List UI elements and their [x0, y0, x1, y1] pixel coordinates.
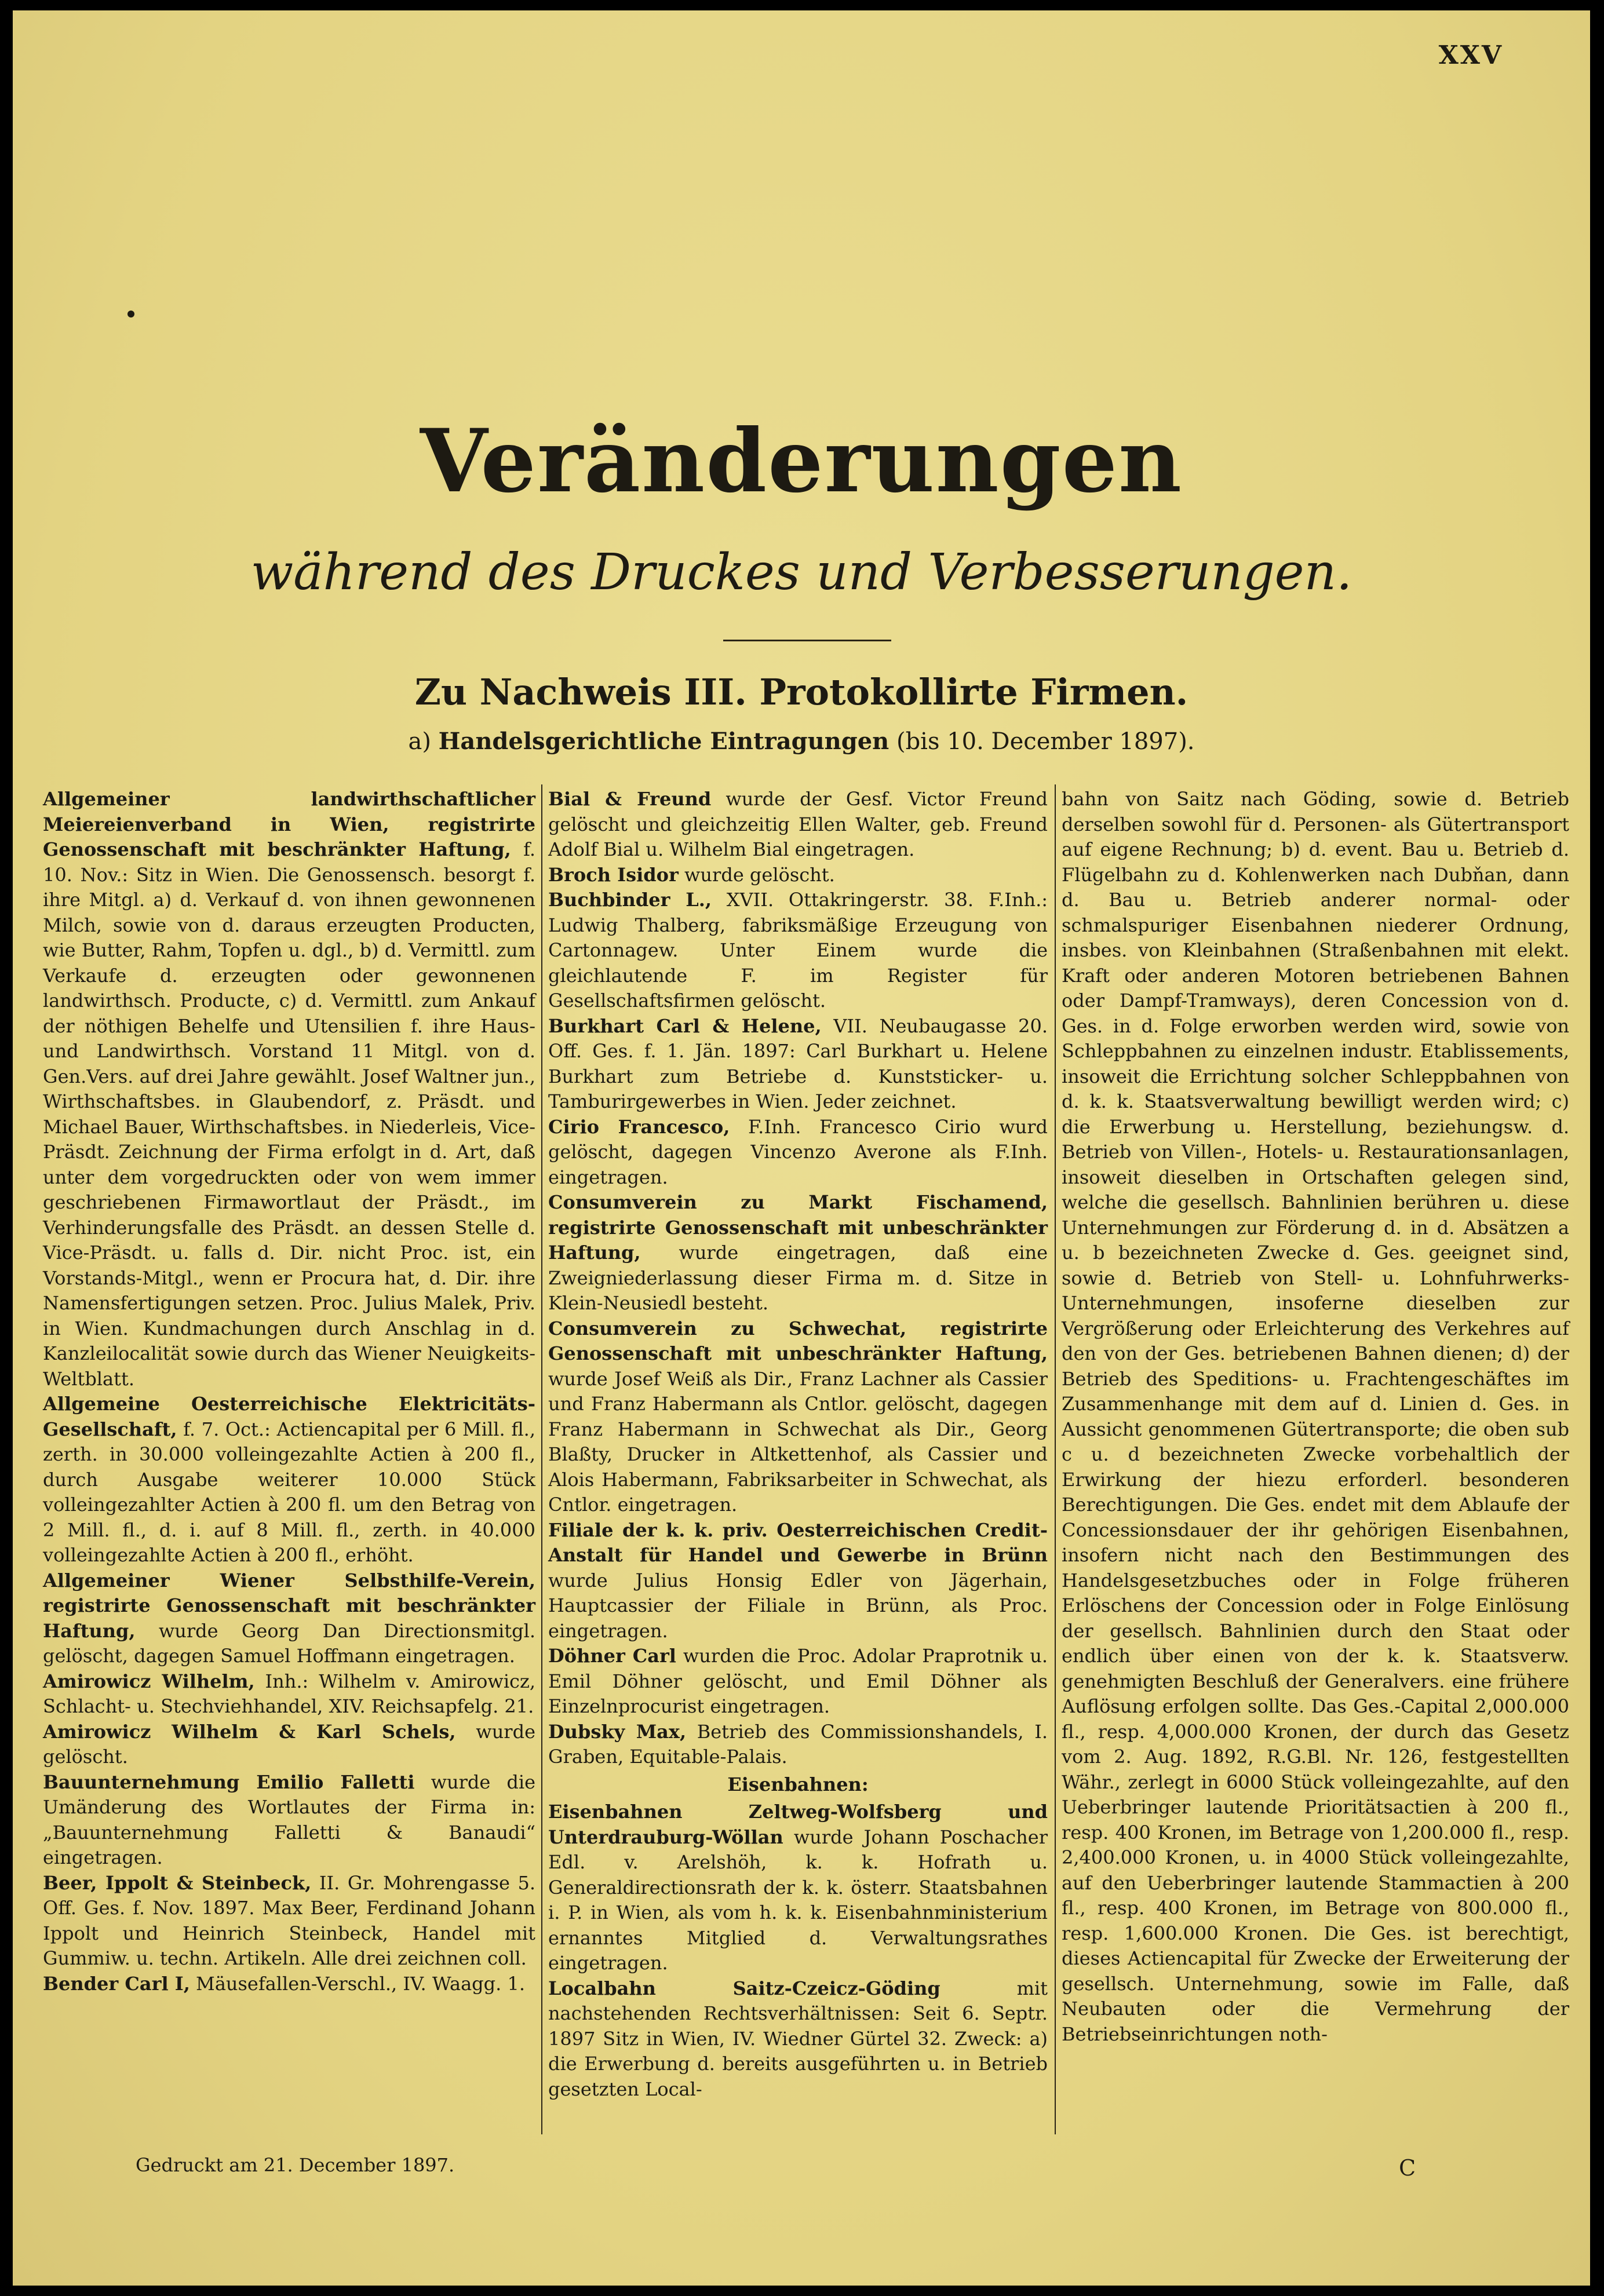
- register-entry: [548, 1976, 1048, 2102]
- page: [13, 10, 1590, 2286]
- register-entry: [548, 1518, 1048, 1644]
- entry-firm-name: Dubsky Max,: [548, 1720, 687, 1743]
- entry-text: wurde eingetragen, daß eine Zweigniederlassung dieser Firma m. d. Sitze in Klein-Neusiedl besteht.: [548, 1242, 1048, 1314]
- page-title: Veränderungen: [420, 410, 1183, 512]
- entry-text: II. Gr. Mohrengasse 5. Off. Ges. f. Nov. 1897. Max Beer, Ferdinand Johann Ippolt und Heinrich Steinbeck, Handel mit Gummiw. u. techn. Artikeln. Alle drei zeichnen coll.: [43, 1871, 536, 1969]
- entry-firm-name: Bauunternehmung Emilio Falletti: [43, 1771, 415, 1793]
- entry-text: F.Inh. Francesco Cirio wurd gelöscht, dagegen Vincenzo Averone als F.Inh. eingetragen.: [548, 1115, 1048, 1188]
- entry-text: bahn von Saitz nach Göding, sowie d. Betrieb derselben sowohl für d. Personen- als Gütertransport auf eigene Rechnung; b) d. event. Bau u. Betrieb d. Flügelbahn zu d. Kohlenwerken nach Dubňan, dann d. Bau u. Betrieb anderer normal- oder schmalspuriger Eisenbahnen niederer Ordnung, insbes. von Kleinbahnen (Straßenbahnen mit elekt. Kraft oder anderen Motoren betriebenen Bahnen oder Dampf-Tramways), deren Concession von d. Ges. in d. Folge erworben werden wird, sowie von Schleppbahnen zu einzelnen industr. Etablissements, insoweit die Errichtung solcher Schleppbahnen von d. k. k. Staatsverwaltung bewilligt werden wird; c) die Erwerbung u. Herstellung, beziehungsw. d. Betrieb von Villen-, Hotels- u. Restaurationsanlagen, insoweit dieselben in Ortschaften gelegen sind, welche die gesellsch. Bahnlinien berühren u. diese Unternehmungen zur Förderung d. in d. Absätzen a u. b bezeichneten Zwecke d. Ges. geeignet sind, sowie d. Betrieb von Stell- u. Lohnfuhrwerks-Unternehmungen, insoferne dieselben zur Vergrößerung oder Erleichterung des Verkehres auf den von der Ges. betriebenen Bahnen dienen; d) der Betrieb des Speditions- u. Frachtengeschäftes im Zusammenhange mit dem auf d. Linien d. Ges. in Aussicht genommenen Gütertransporte; die oben sub c u. d bezeichneten Zwecke vorbehaltlich der Erwirkung der hiezu erforderl. besonderen Berechtigungen. Die Ges. endet mit dem Ablaufe der Concessionsdauer der ihr gehörigen Eisenbahnen, insofern nicht nach den Bestimmungen des Handelsgesetzbuches oder in Folge früheren Erlöschens der Concession oder in Folge Einlösung der gesellsch. Bahnlinien durch den Staat oder endlich über einen von der k. k. Staatsverw. genehmigten Beschluß der Generalvers. eine frühere Auflösung erfolgen sollte. Das Ges.-Capital 2,000.000 fl., resp. 4,000.000 Kronen, der durch das Gesetz vom 2. Aug. 1892, R.G.Bl. Nr. 126, festgestellten Währ., zerlegt in 6000 Stück volleingezahlte, auf den Ueberbringer lautende Prioritätsactien à 200 fl., resp. 400 Kronen, im Betrage von 1,200.000 fl., resp. 2,400.000 Kronen, u. in 4000 Stück volleingezahlte, auf den Ueberbringer lautende Stammactien à 200 fl., resp. 400 Kronen, im Betrage von 800.000 fl., resp. 1,600.000 Kronen. Die Ges. ist berechtigt, dieses Actiencapital für Zwecke der Erweiterung der gesellsch. Unternehmung, sowie im Falle, daß Neubauten oder die Vermehrung der Betriebseinrichtungen noth-: [1062, 788, 1569, 2045]
- register-entry: [1062, 787, 1569, 2047]
- entry-text: f. 10. Nov.: Sitz in Wien. Die Genossensch. besorgt f. ihre Mitgl. a) d. Verkauf d. von ihnen gewonnenen Milch, sowie von d. daraus erzeugten Producten, wie Butter, Rahm, Topfen u. dgl., b) d. Vermittl. zum Verkaufe d. erzeugten oder gewonnenen landwirthsch. Producte, c) d. Vermittl. zum Ankauf der nöthigen Behelfe und Utensilien f. ihre Haus- und Landwirthsch. Vorstand 11 Mitgl. von d. Gen.Vers. auf drei Jahre gewählt. Josef Waltner jun., Wirthschaftsbes. in Glaubendorf, z. Präsdt. und Michael Bauer, Wirthschaftsbes. in Niederleis, Vice-Präsdt. Zeichnung der Firma erfolgt in d. Art, daß unter dem vorgedruckten oder von wem immer geschriebenen Firmawortlaut der Präsdt., im Verhinderungsfalle des Präsdt. an dessen Stelle d. Vice-Präsdt. u. falls d. Dir. nicht Proc. ist, ein Vorstands-Mitgl., wenn er Procura hat, d. Dir. ihre Namensfertigungen setzen. Proc. Julius Malek, Priv. in Wien. Kundmachungen durch Anschlag in d. Kanzleilocalität sowie durch das Wiener Neuigkeits-Weltblatt.: [43, 838, 536, 1390]
- entry-firm-name: Bender Carl I,: [43, 1972, 190, 1995]
- entry-firm-name: Allgemeiner landwirthschaftlicher Meiereienverband in Wien, registrirte Genossenschaft mit beschränkter Haftung,: [43, 788, 535, 860]
- entry-text: wurde gelöscht.: [684, 863, 835, 886]
- register-entry: [43, 1770, 535, 1871]
- page-subtitle: während des Druckes und Verbesserungen.: [250, 543, 1353, 601]
- title-divider: [723, 640, 891, 641]
- register-entry: [43, 1972, 535, 1997]
- register-entry: [548, 863, 1048, 888]
- entry-firm-name: Amirowicz Wilhelm & Karl Schels,: [43, 1720, 456, 1743]
- entry-text: mit nachstehenden Rechtsverhältnissen: Seit 6. Septr. 1897 Sitz in Wien, IV. Wiedner Gürtel 32. Zweck: a) die Erwerbung d. bereits ausgeführten u. in Betrieb gesetzten Local-: [548, 1977, 1048, 2100]
- entry-text: wurde gelöscht.: [43, 1720, 536, 1768]
- register-entry: [548, 1720, 1048, 1770]
- register-entry: [43, 787, 535, 1392]
- entry-text: wurde Georg Dan Directionsmitgl. gelöscht, dagegen Samuel Hoffmann eingetragen.: [43, 1619, 535, 1667]
- entry-firm-name: Cirio Francesco,: [548, 1115, 730, 1138]
- subsection-suffix: (bis 10. December 1897).: [896, 728, 1195, 755]
- entry-text: wurde der Gesf. Victor Freund gelöscht und gleichzeitig Ellen Walter, geb. Freund Adolf Bial u. Wilhelm Bial eingetragen.: [548, 788, 1048, 860]
- entry-firm-name: Localbahn Saitz-Czeicz-Göding: [548, 1977, 940, 1999]
- page-number: XXV: [1438, 41, 1503, 70]
- entry-text: wurden die Proc. Adolar Praprotnik u. Emil Döhner gelöscht, und Emil Döhner als Einzelnprocurist eingetragen.: [548, 1645, 1048, 1717]
- entry-text: wurde Julius Honsig Edler von Jägerhain, Hauptcassier der Filiale in Brünn, als Proc. eingetragen.: [548, 1569, 1048, 1642]
- column-divider: [1055, 784, 1056, 2134]
- column-1: [43, 787, 535, 1996]
- entry-text: wurde Josef Weiß als Dir., Franz Lachner als Cassier und Franz Habermann als Cntlor. gelöscht, dagegen Franz Habermann in Schwechat als Dir., Georg Blaßty, Drucker in Altkettenhof, als Cassier und Alois Habermann, Fabriksarbeiter in Schwechat, als Cntlor. eingetragen.: [548, 1367, 1048, 1516]
- entry-firm-name: Filiale der k. k. priv. Oesterreichischen Credit-Anstalt für Handel und Gewerbe in Brünn: [548, 1519, 1048, 1566]
- entry-text: wurde Johann Poschacher Edl. v. Arelshöh, k. k. Hofrath u. Generaldirectionsrath der k. k. österr. Staatsbahnen i. P. in Wien, als vom h. k. k. Eisenbahnministerium ernanntes Mitglied d. Verwaltungsrathes eingetragen.: [548, 1826, 1048, 1974]
- entry-firm-name: Consumverein zu Schwechat, registrirte Genossenschaft mit unbeschränkter Haftung,: [548, 1317, 1048, 1364]
- column-divider: [541, 784, 542, 2134]
- entry-text: Mäusefallen-Verschl., IV. Waagg. 1.: [196, 1972, 525, 1995]
- column-2: [548, 787, 1048, 2102]
- register-entry: [548, 1799, 1048, 1976]
- register-entry: [548, 1190, 1048, 1316]
- entry-firm-name: Burkhart Carl & Helene,: [548, 1014, 822, 1037]
- register-entry: [43, 1392, 535, 1568]
- signature-mark: C: [1399, 2155, 1416, 2181]
- entry-text: XVII. Ottakringerstr. 38. F.Inh.: Ludwig Thalberg, fabriksmäßige Erzeugung von Cartonnagew. Unter Einem wurde die gleichlautende F. im Register für Gesellschaftsfirmen gelöscht.: [548, 889, 1048, 1012]
- entry-firm-name: Amirowicz Wilhelm,: [43, 1670, 255, 1692]
- entry-firm-name: Beer, Ippolt & Steinbeck,: [43, 1871, 312, 1894]
- register-entry: [43, 1568, 535, 1669]
- section-heading: Zu Nachweis III. Protokollirte Firmen.: [414, 671, 1189, 713]
- register-entry: [43, 1871, 535, 1972]
- entry-firm-name: Allgemeiner Wiener Selbsthilfe-Verein, registrirte Genossenschaft mit beschränkter Haftung,: [43, 1569, 535, 1642]
- entry-firm-name: Broch Isidor: [548, 863, 679, 886]
- subsection-label: Handelsgerichtliche Eintragungen: [438, 728, 890, 755]
- print-date: Gedruckt am 21. December 1897.: [136, 2154, 455, 2176]
- register-entry: [548, 787, 1048, 863]
- entry-firm-name: Consumverein zu Markt Fischamend, registrirte Genossenschaft mit unbeschränkter Haftung,: [548, 1191, 1048, 1264]
- entry-text: Inh.: Wilhelm v. Amirowicz, Schlacht- u. Stechviehhandel, XIV. Reichsapfelg. 21.: [43, 1670, 535, 1717]
- entry-firm-name: Bial & Freund: [548, 788, 712, 810]
- register-entry: [548, 1115, 1048, 1191]
- register-entry: [548, 1644, 1048, 1720]
- register-entry: [548, 1316, 1048, 1518]
- subsection-prefix: a): [408, 728, 431, 755]
- register-entry: [548, 1014, 1048, 1115]
- entry-firm-name: Eisenbahnen Zeltweg-Wolfsberg und Unterdrauburg-Wöllan: [548, 1801, 1048, 1848]
- entry-text: wurde die Umänderung des Wortlautes der Firma in: „Bauunternehmung Falletti & Banaudi“ eingetragen.: [43, 1771, 536, 1868]
- subsection-heading: [13, 728, 1590, 755]
- entry-firm-name: Allgemeine Oesterreichische Elektricitäts-Gesellschaft,: [43, 1393, 535, 1440]
- column-3: [1062, 787, 1569, 2047]
- register-entry: [43, 1669, 535, 1720]
- register-entry: [43, 1720, 535, 1770]
- entry-text: Betrieb des Commissionshandels, I. Graben, Equitable-Palais.: [548, 1720, 1048, 1768]
- entry-text: f. 7. Oct.: Actiencapital per 6 Mill. fl., zerth. in 30.000 volleingezahlte Actien à 200 fl., durch Ausgabe weiterer 10.000 Stück volleingezahlter Actien à 200 fl. um den Betrag von 2 Mill. fl., d. i. auf 8 Mill. fl., zerth. in 40.000 volleingezahlte Actien à 200 fl., erhöht.: [43, 1418, 536, 1566]
- subheading: Eisenbahnen:: [727, 1773, 869, 1795]
- entry-text: VII. Neubaugasse 20. Off. Ges. f. 1. Jän. 1897: Carl Burkhart u. Helene Burkhart zum Betriebe d. Kunststicker- u. Tamburirgewerbes in Wien. Jeder zeichnet.: [548, 1014, 1048, 1112]
- entry-firm-name: Buchbinder L.,: [548, 889, 712, 911]
- ink-dot: [127, 311, 134, 317]
- entry-firm-name: Döhner Carl: [548, 1645, 676, 1667]
- register-entry: [548, 888, 1048, 1014]
